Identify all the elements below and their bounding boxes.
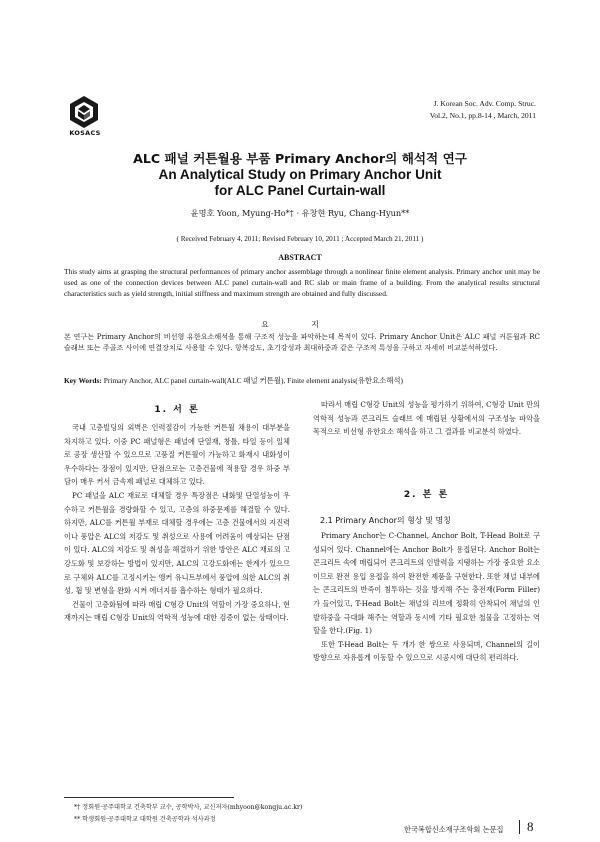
korean-abstract-heading: 요 지: [261, 320, 339, 329]
journal-info: [430, 98, 536, 122]
keywords: [64, 375, 540, 386]
intro-paragraph-2: PC 패널을 ALC 재료로 대체할 경우 특장점은 내화및 단열성능이 우수하고 커튼월을 경량화할 수 있고, 고층의 하중문제를 해결할 수 있다. 하지만, ALC를 커튼월 부재로 대체할 경우에는 고층 건물에서의 지진력이나 풍압은 ALC의 저강도 및 취성으로 사용에 어려움이 예상되는 단점이 있다. ALC의 저강도 및 취성을 해결하기 위한 방안은 ALC 재료의 고강도화 및 보강하는 방법이 있지만, ALC의 고강도화에는 한계가 있으므로 구체와 ALC를 고정시키는 앵커 유니트부에서 풍압에 의한 ALC의 취성, 휨 및 변형을 완화 시켜 에너지를 흡수하는 형태가 필요하다.: [64, 490, 290, 596]
title-english-line-2: for ALC Panel Curtain-wall: [214, 183, 386, 198]
korean-abstract-text: 본 연구는 Primary Anchor의 비선형 유한요소해석을 통해 구조적 성능을 파악하는데 목적이 있다. Primary Anchor Unit은 ALC 패널 커튼월과 RC 슬래브 또는 주골조 사이에 연결장치로 사용할 수 있다. 항복강도, 초기강성과 최대하중과 같은 구조적 특성을 구하고 자세히 비교분석하였다.: [64, 332, 540, 353]
abstract-text: This study aims at grasping the structural performances of primary anchor assemblage through a nonlinear finite element analysis. Primary anchor unit may be used as one of the connection devices between ALC panel curtain-wall and RC slab or main frame of a building. From the analytical results structural characteristics such as yield strength, initial stiffness and maximum strength are obtained and fully discussed.: [64, 267, 540, 298]
body-paragraph-1: Primary Anchor는 C-Channel, Anchor Bolt, T-Head Bolt로 구성되어 있다. Channel에는 Anchor Bolt가 용접된다. Anchor Bolt는 콘크리트 속에 매립되어 콘크리트의 인발력을 지탱하는 가장 중요한 요소이므로 완전 용입 용접을 하여 완전한 제품을 구현한다. 또한 채널 내부에는 콘크리트의 반죽이 침투하는 것을 방지해 주는 충전재(Form Filler)가 들어있고, T-Head Bolt는 채널의 리브에 정확히 안착되어 채널의 인발하중을 극대화 해주는 역할과 동시에 기타 필요한 철물을 고정하는 역할을 한다.(Fig. 1): [313, 531, 540, 636]
footer-divider: [519, 820, 520, 834]
received-dates: ( Received February 4, 2011; Revised February 10, 2011 ; Accepted March 21, 2011 ): [176, 235, 424, 243]
left-column: [64, 421, 290, 625]
journal-line-1: J. Korean Soc. Adv. Comp. Struc.: [433, 99, 536, 108]
footer-journal-name: 한국복합신소재구조학회 논문집: [404, 825, 504, 834]
intro-paragraph-1: 국내 고층빌딩의 외벽은 인력절감이 가능한 커튼월 채용이 대부분을 차지하고 있다. 이중 PC 패널형은 패널에 단열재, 창틀, 타일 등이 일체로 공장 생산할 수 있으므로 고품질 커튼월이 가능하고 화재시 내화성이 우수하다는 장점이 있지만, 단점으로는 고층건물에 적용할 경우 하중 부담이 매우 커서 금속제 패널로 대체하고 있다.: [64, 423, 290, 487]
body-paragraph-2: 또한 T-Head Bolt는 두 개가 한 쌍으로 사용되며, Channel의 길이 방향으로 자유롭게 이동할 수 있으므로 시공시에 대단히 편리하다.: [313, 639, 540, 663]
title-english-line-1: An Analytical Study on Primary Anchor Unit: [158, 167, 442, 182]
right-column-body: [313, 529, 540, 665]
logo-text: KOSACS: [69, 129, 101, 137]
subsection-2-1-title: 2.1 Primary Anchor의 형상 및 명칭: [320, 516, 451, 525]
section-1-title: 1. 서 론: [154, 405, 200, 415]
title-english: [0, 167, 600, 199]
page-number: 8: [527, 819, 534, 834]
abstract-heading: ABSTRACT: [278, 253, 322, 262]
section-2-title: 2. 본 론: [403, 490, 450, 500]
keywords-text: Primary Anchor, ALC panel curtain-wall(ALC 패널 커튼월), Finite element analysis(유한요소해석): [103, 376, 404, 385]
intro-paragraph-3: 건물이 고층화됨에 따라 매립 C형강 Unit의 역할이 가장 중요하나, 현재까지는 매립 C형강 Unit의 역학적 성능에 대한 검증이 없는 상태이다.: [64, 599, 290, 623]
footnote-1: *† 정회원·공주대학교 건축학부 교수, 공학박사, 교신저자(mhyoon@kongju.ac.kr): [74, 804, 303, 811]
keywords-label: Key Words:: [64, 376, 102, 385]
authors: 윤명호 Yoon, Myung-Ho*† · 유창현 Ryu, Chang-Hyun**: [190, 208, 410, 218]
footnote-divider: [64, 797, 234, 798]
right-column-top: [313, 398, 540, 439]
journal-line-2: Vol.2, No.1, pp.8-14 , March, 2011: [429, 111, 536, 120]
intro-paragraph-4: 따라서 매립 C형강 Unit의 성능을 평가하기 위하여, C형강 Unit 만의 역학적 성능과 콘크리트 슬래브 에 매립된 상황에서의 구조성능 파악을 목적으로 비선형 유한요소 해석을 하고 그 결과를 비교분석 하였다.: [313, 400, 540, 437]
footnote-2: ** 학생회원·공주대학교 대학원 건축공학과 석사과정: [74, 816, 216, 823]
title-korean: ALC 패널 커튼월용 부품 Primary Anchor의 해석적 연구: [133, 151, 467, 166]
